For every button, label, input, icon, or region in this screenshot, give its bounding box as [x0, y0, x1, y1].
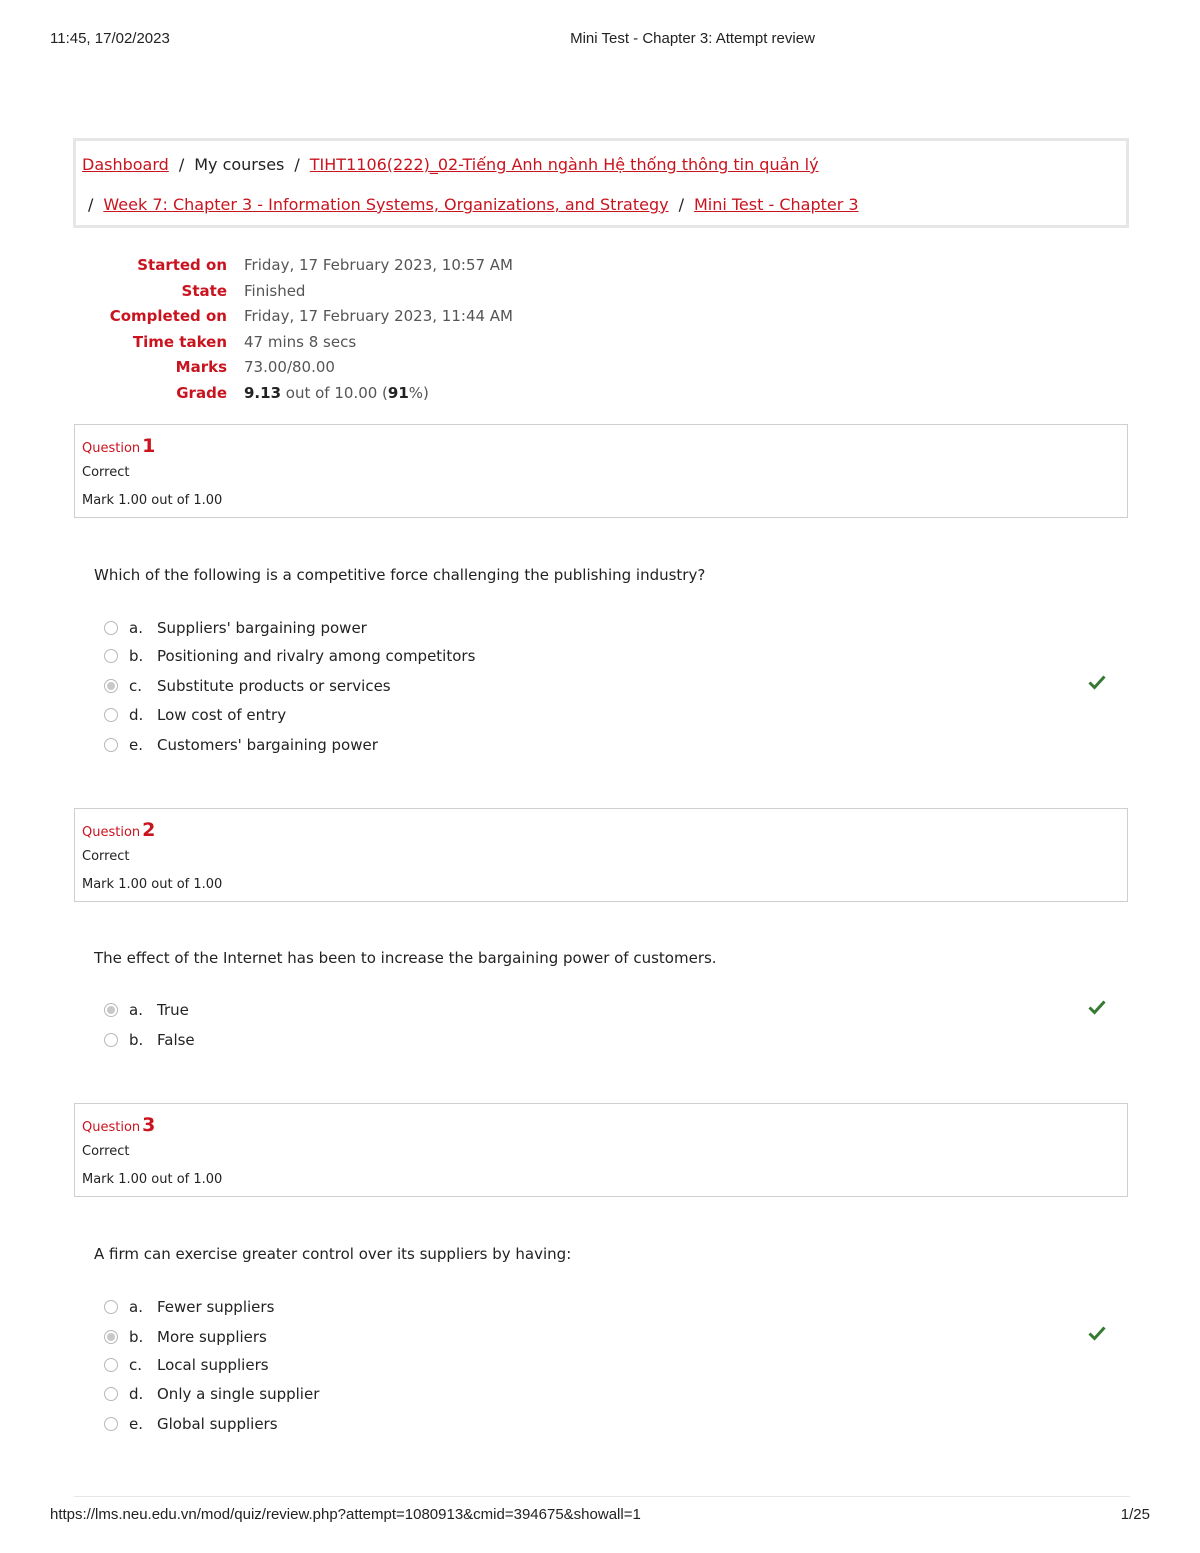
answer-text: Customers' bargaining power [157, 736, 378, 754]
question-state: Correct [82, 1144, 130, 1159]
breadcrumb-line-2 [88, 195, 859, 214]
summary-label: Marks [175, 358, 227, 376]
print-url: https://lms.neu.edu.vn/mod/quiz/review.php?attempt=1080913&cmid=394675&showall=1 [50, 1506, 641, 1523]
answer-letter: b. [129, 1328, 144, 1346]
question-mark: Mark 1.00 out of 1.00 [82, 1172, 223, 1187]
summary-label: Started on [137, 256, 227, 274]
print-header [0, 30, 1200, 50]
answer-letter: c. [129, 677, 143, 695]
breadcrumb-separator: / [178, 155, 185, 174]
radio-button[interactable] [104, 1417, 118, 1431]
grade-end: %) [408, 384, 429, 402]
breadcrumb-separator: / [294, 155, 300, 174]
question-number: 1 [142, 435, 156, 457]
summary-label: Time taken [132, 333, 227, 351]
question-label-text: Question [82, 825, 141, 840]
summary-label: State [181, 282, 227, 300]
answer-text: Substitute products or services [157, 677, 391, 695]
grade-percent: 91 [387, 384, 409, 402]
radio-button[interactable] [104, 708, 118, 722]
summary-value: Friday, 17 February 2023, 10:57 AM [244, 256, 513, 274]
question-number: 3 [142, 1114, 156, 1136]
print-page-number: 1/25 [1120, 1506, 1150, 1523]
answer-text: Only a single supplier [157, 1385, 320, 1403]
grade-value [244, 384, 429, 402]
question-label-text: Question [82, 441, 141, 456]
question-number: 2 [142, 819, 156, 841]
answer-text: Low cost of entry [157, 706, 287, 724]
summary-value: 47 mins 8 secs [244, 333, 357, 351]
answer-letter: d. [129, 706, 144, 724]
question-label [82, 819, 155, 841]
answer-letter: a. [129, 619, 143, 637]
radio-button[interactable] [104, 738, 118, 752]
question-info-1 [74, 424, 1128, 518]
check-icon [1088, 999, 1106, 1015]
radio-button[interactable] [104, 1387, 118, 1401]
answer-text: Fewer suppliers [157, 1298, 275, 1316]
answer-text: False [157, 1031, 195, 1049]
summary-label: Completed on [109, 307, 227, 325]
summary-value: 73.00/80.00 [244, 358, 335, 376]
answer-letter: c. [129, 1356, 143, 1374]
radio-button[interactable] [104, 621, 118, 635]
question-mark: Mark 1.00 out of 1.00 [82, 877, 223, 892]
grade-out-of: out of 10.00 ( [281, 384, 388, 402]
radio-button[interactable] [104, 1033, 118, 1047]
answer-letter: a. [129, 1001, 143, 1019]
grade-score: 9.13 [244, 384, 282, 402]
answer-text: Positioning and rivalry among competitors [157, 647, 476, 665]
summary-value: Finished [244, 282, 306, 300]
question-label [82, 435, 155, 457]
question-info-3 [74, 1103, 1128, 1197]
breadcrumb-line-1 [82, 155, 819, 174]
breadcrumb-quiz-link[interactable]: Mini Test - Chapter 3 [693, 195, 859, 214]
summary-value: Friday, 17 February 2023, 11:44 AM [244, 307, 513, 325]
breadcrumb [73, 138, 1129, 228]
answer-letter: a. [129, 1298, 143, 1316]
breadcrumb-separator: / [88, 195, 94, 214]
answer-letter: b. [129, 1031, 144, 1049]
answer-letter: b. [129, 647, 144, 665]
answer-text: Suppliers' bargaining power [157, 619, 367, 637]
question-mark: Mark 1.00 out of 1.00 [82, 493, 223, 508]
question-text: The effect of the Internet has been to increase the bargaining power of customers. [94, 949, 717, 967]
answer-text: Global suppliers [157, 1415, 278, 1433]
question-text: A firm can exercise greater control over its suppliers by having: [94, 1245, 572, 1263]
question-state: Correct [82, 465, 130, 480]
radio-button-selected[interactable] [104, 1003, 118, 1017]
check-icon [1088, 1325, 1106, 1341]
answer-text: Local suppliers [157, 1356, 269, 1374]
footer-divider [74, 1496, 1130, 1497]
radio-button-selected[interactable] [104, 679, 118, 693]
answer-letter: e. [129, 1415, 143, 1433]
breadcrumb-my-courses: My courses [194, 155, 285, 174]
summary-label: Grade [176, 384, 227, 402]
question-text: Which of the following is a competitive force challenging the publishing industry? [94, 566, 706, 584]
print-title: Mini Test - Chapter 3: Attempt review [570, 30, 815, 47]
answer-letter: d. [129, 1385, 144, 1403]
question-state: Correct [82, 849, 130, 864]
answer-text: More suppliers [157, 1328, 267, 1346]
breadcrumb-week-link[interactable]: Week 7: Chapter 3 - Information Systems, Organizations, and Strategy [103, 195, 669, 214]
print-datetime: 11:45, 17/02/2023 [50, 30, 170, 47]
check-icon [1088, 674, 1106, 690]
question-label [82, 1114, 155, 1136]
answer-letter: e. [129, 736, 143, 754]
radio-button-selected[interactable] [104, 1330, 118, 1344]
radio-button[interactable] [104, 1358, 118, 1372]
question-label-text: Question [82, 1120, 141, 1135]
radio-button[interactable] [104, 1300, 118, 1314]
question-info-2 [74, 808, 1128, 902]
answer-text: True [157, 1001, 189, 1019]
breadcrumb-dashboard-link[interactable]: Dashboard [82, 155, 169, 174]
breadcrumb-separator: / [678, 195, 684, 214]
radio-button[interactable] [104, 649, 118, 663]
breadcrumb-course-link[interactable]: TIHT1106(222)_02-Tiếng Anh ngành Hệ thống thông tin quản lý [309, 155, 819, 174]
